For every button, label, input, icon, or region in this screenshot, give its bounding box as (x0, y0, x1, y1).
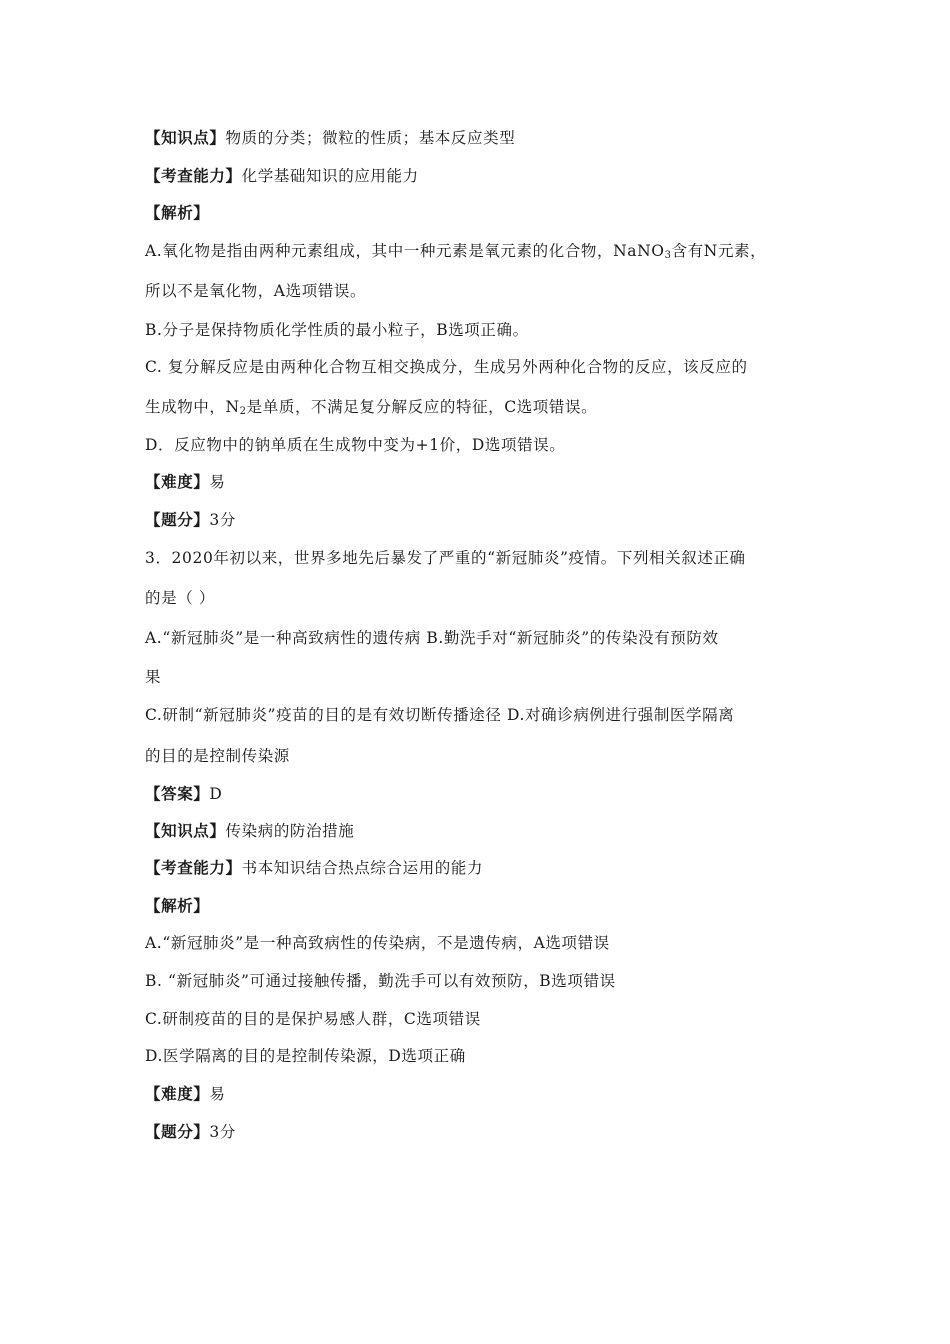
analysis-a-line2: 所以不是氧化物，A选项错误。 (145, 282, 367, 300)
score-line (145, 510, 236, 530)
question-3-options-ab-line1: A.“新冠肺炎”是一种高致病性的遗传病 B.勤洗手对“新冠肺炎”的传染没有预防效 (145, 629, 719, 647)
ability-label: 【考查能力】 (145, 166, 242, 185)
difficulty-line (145, 472, 226, 492)
analysis-c-line1: C. 复分解反应是由两种化合物互相交换成分，生成另外两种化合物的反应，该反应的 (145, 358, 748, 376)
q3-knowledge-point-line (145, 821, 354, 841)
question-3-options-ab-line2: 果 (145, 668, 162, 686)
ability-line (145, 166, 419, 186)
analysis-c-text-pre: 生成物中，N (145, 398, 240, 416)
q3-score-text: 3分 (209, 1123, 236, 1141)
question-3-options-cd-line2: 的目的是控制传染源 (145, 747, 290, 765)
q3-analysis-d-line: D.医学隔离的目的是控制传染源，D选项正确 (145, 1047, 466, 1065)
q3-ability-line (145, 858, 483, 878)
q3-analysis-c-line: C.研制疫苗的目的是保护易感人群，C选项错误 (145, 1010, 481, 1028)
q3-score-line (145, 1122, 236, 1142)
question-3-options-cd-line1: C.研制“新冠肺炎”疫苗的目的是有效切断传播途径 D.对确诊病例进行强制医学隔离 (145, 706, 735, 724)
difficulty-text: 易 (209, 473, 226, 491)
answer-line (145, 784, 222, 804)
q3-knowledge-point-text: 传染病的防治措施 (225, 822, 355, 840)
q3-score-label: 【题分】 (145, 1122, 210, 1141)
answer-label: 【答案】 (145, 784, 210, 803)
question-3-stem-line1: 3．2020年初以来，世界多地先后暴发了严重的“新冠肺炎”疫情。下列相关叙述正确 (145, 549, 746, 567)
analysis-label: 【解析】 (145, 203, 210, 222)
analysis-a-text-pre: A.氧化物是指由两种元素组成，其中一种元素是氧元素的化合物，NaNO (145, 242, 665, 260)
q3-analysis-a-line: A.“新冠肺炎”是一种高致病性的传染病，不是遗传病，A选项错误 (145, 934, 610, 952)
analysis-c-text-post: 是单质，不满足复分解反应的特征，C选项错误。 (246, 398, 598, 416)
q3-knowledge-point-label: 【知识点】 (145, 821, 226, 840)
analysis-a-text-post: 含有N元素， (671, 242, 767, 260)
document-page (145, 0, 815, 1344)
subscript-3: 3 (664, 250, 672, 261)
difficulty-label: 【难度】 (145, 472, 210, 491)
q3-ability-label: 【考查能力】 (145, 858, 242, 877)
knowledge-point-text: 物质的分类；微粒的性质；基本反应类型 (225, 129, 516, 147)
question-3-stem-line2: 的是（ ） (145, 589, 215, 607)
q3-analysis-label: 【解析】 (145, 896, 210, 915)
q3-difficulty-text: 易 (209, 1085, 226, 1103)
analysis-c-line2 (145, 397, 597, 417)
score-label: 【题分】 (145, 510, 210, 529)
q3-difficulty-line (145, 1084, 226, 1104)
knowledge-point-line (145, 128, 515, 148)
analysis-d-line: D．反应物中的钠单质在生成物中变为+1价，D选项错误。 (145, 436, 566, 454)
q3-difficulty-label: 【难度】 (145, 1084, 210, 1103)
answer-text: D (209, 785, 223, 803)
analysis-b-line: B.分子是保持物质化学性质的最小粒子，B选项正确。 (145, 321, 529, 339)
subscript-2: 2 (239, 406, 247, 417)
analysis-a-line1 (145, 241, 766, 261)
q3-ability-text: 书本知识结合热点综合运用的能力 (241, 859, 484, 877)
knowledge-point-label: 【知识点】 (145, 128, 226, 147)
q3-analysis-b-line: B. “新冠肺炎”可通过接触传播，勤洗手可以有效预防，B选项错误 (145, 972, 616, 990)
score-text: 3分 (209, 511, 236, 529)
ability-text: 化学基础知识的应用能力 (241, 167, 419, 185)
